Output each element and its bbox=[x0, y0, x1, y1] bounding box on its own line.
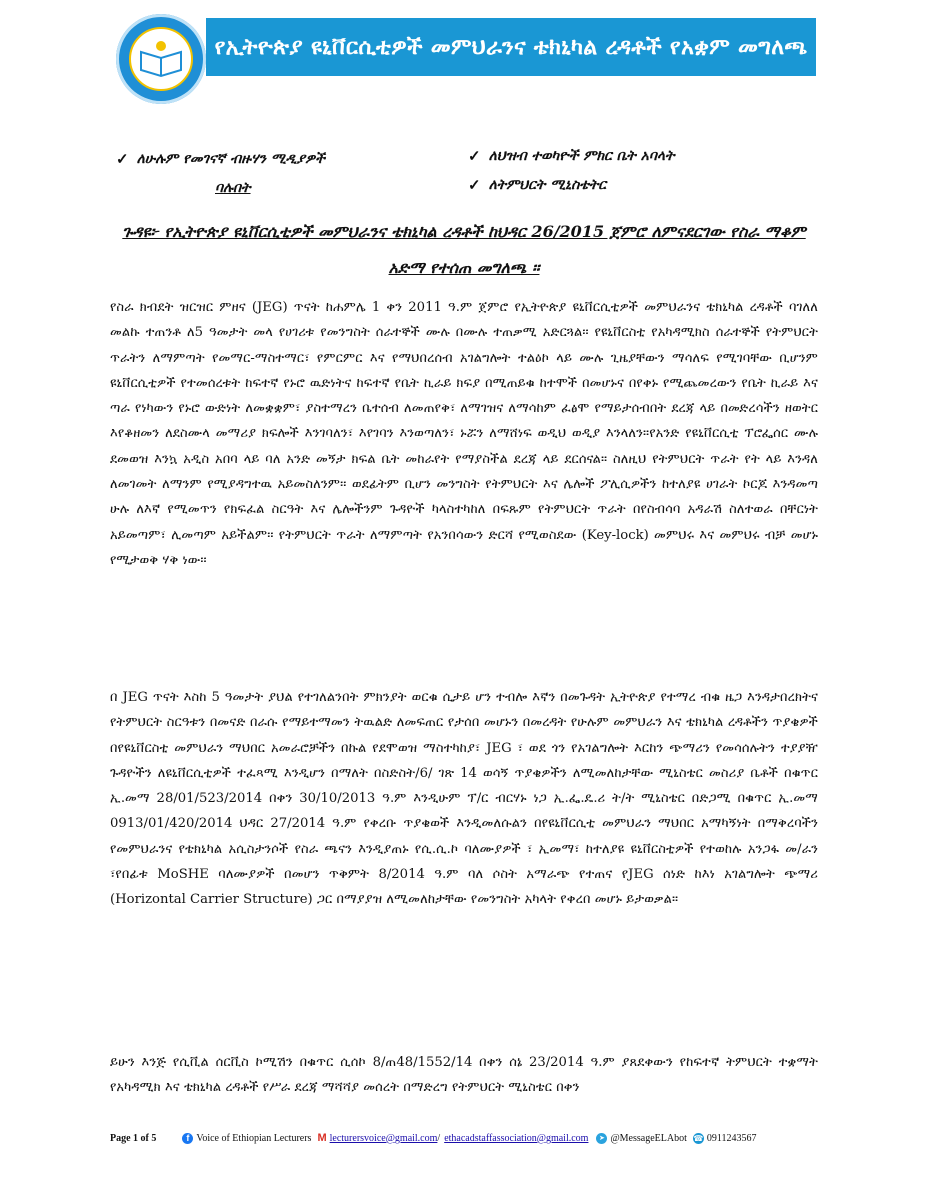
checkmark-icon: ✓ bbox=[468, 147, 481, 165]
book-icon bbox=[136, 36, 186, 82]
email-link-2[interactable]: ethacadstaffassociation@gmail.com bbox=[444, 1132, 589, 1144]
email-separator: / bbox=[437, 1132, 441, 1144]
subject-line: ጉዳዩ፦ የኢትዮጵያ ዩኒቨርሲቲዎች መምህራንና ቴክኒካል ረዳቶች ከህዳር 26/2015 ጀምሮ ለምናደርገው የስራ ማቆም አድማ የተሰጠ መግለጫ ። bbox=[122, 222, 806, 277]
header-banner bbox=[206, 18, 816, 76]
gmail-icon: M bbox=[317, 1132, 327, 1144]
phone-icon: ☎ bbox=[693, 1133, 704, 1143]
header-title: የኢትዮጵያ ዩኒቨርሲቲዎች መምህራንና ቴክኒካል ረዳቶች የአቋም መግለጫ bbox=[214, 34, 808, 60]
recipient-media bbox=[116, 150, 325, 168]
checkmark-icon: ✓ bbox=[116, 150, 129, 168]
recipient-media-cont: ባሉበት bbox=[215, 180, 251, 196]
checkmark-icon: ✓ bbox=[468, 176, 481, 194]
recipient-ministry bbox=[468, 176, 606, 194]
telegram-handle[interactable]: @MessageELAbot bbox=[610, 1132, 687, 1144]
body-paragraph-2: በ JEG ጥናት እስከ 5 ዓመታት ያህል የተገለልንበት ምክንያት ወርቁ ሲታይ ሆን ተብሎ እኛን በመጉዳት ኢትዮጵያ የተማረ ብቁ ዜጋ እንዳታበረክትና የትምህርት ስርዓቱን በመናድ በራሱ የማይተማመን ትዉልድ ለመፍጠር የታሰበ መሆኑን በመረዳት የሁሉም መምህራን እና ቴክኒካል ረዳቶችን ጥያቄዎች በየዩኒቨርስቲ መምህራን ማህበር አመራሮቻችን በኩል የደሞወዝ ማስተካከያ፣ JEG ፣ ወደ ጎን የአገልግሎት እርከን ጭማሪን የመሳሰሉትን ተያያዥ ጉዳዮችን ለዩኒቨርሲቲዎች ተፈጻሚ እንዲሆን በማለት በስድስት/6/ ገጽ 14 ወሳኝ ጥያቄዎችን ለሚመለከታቸው ሚኒስቴር መስሪያ ቤቶች በቁጥር ኢ.መማ 28/01/523/2014 በቀን 30/10/2013 ዓ.ም እንዲሁም ፕ/ር ብርሃኑ ነጋ ኢ.ፌ.ዴ.ሪ ት/ት ሚኒስቴር በድጋሚ በቁጥር ኢ.መማ 0913/01/420/2014 ህዳር 27/2014 ዓ.ም የቀረቡ ጥያቄወች እንዲመለሱልን በየዩኒቨርሲቲ መምህራን ማህበር አማካኝነት በማቅረባችን የመምህራንና የቴክኒካል አሲስታንሶች የስራ ጫናን እንዲያጠኑ የሲ.ሲ.ኮ ባለሙያዎች ፣ ኢመማ፣ ከተለያዩ ዩኒቨርስቲዎች የተወከሉ አንጋፋ መ/ራን ፣የበፊቱ MoSHE ባለሙያዎች በመሆን ጥቅምት 8/2014 ዓ.ም ባለ ሶስት አማራጭ የተጠና የJEG ሰነድ ከእነ አገልግሎት ጭማሪ (Horizontal Carrier Structure) ጋር በማያያዝ ለሚመለከታቸው የመንግስት አካላት የቀረበ መሆኑ ይታወቃል። bbox=[110, 690, 818, 908]
page-number: Page 1 of 5 bbox=[110, 1132, 157, 1144]
association-logo bbox=[116, 14, 206, 104]
phone-number[interactable]: 0911243567 bbox=[706, 1132, 757, 1144]
body-paragraph-1: የስራ ክብደት ዝርዝር ምዘና (JEG) ጥናት ከሐምሌ 1 ቀን 2011 ዓ.ም ጀምሮ የኢትዮጵያ ዩኒቨርሲቲዎች መምህራንና ቴክኒካል ረዳቶች ባገለለ መልኩ ተጠንቶ ለ5 ዓመታት መላ የሀገሪቱ የመንግስት ሰራተኞች ሙሉ በሙሉ ተጠቃሚ አድርጓል፡፡ የዩኒቨርስቲ የአካዳሚክስ ሰራተኞች የትምህርት ጥራትን ለማምጣት የመማር-ማስተማር፣ የምርምር እና የማህበረሰብ አገልግሎት ተልዕኮ ላይ ሙሉ ጊዜያቸውን ማሳለፍ የሚገባቸው ቢሆንም ዩኒቨርሲቲዎች የተመሰረቱት ከፍተኛ የኑሮ ዉድነትና ከፍተኛ የቤት ኪራይ ክፍያ በሚጠይቁ ከተሞች በመሆኑና በየቀኑ የሚጨመረውን የቤት ኪራይ እና ጣራ የነካውን የኑሮ ውድነት ለመቋቋም፣ ያስተማረን ቤተሰብ ለመጠየቅ፣ ለማገዝና ለማሳከም ፈፅሞ የማይታሰብበት ደረጃ ላይ በመድረሳችን ዘወትር እየቆዘመን ለደስሙላ መማሪያ ክፍሎች እንገባለን፣ እየገባን እንወጣለን፣ ኑሯን ለማሸነፍ ወዲህ ወዲያ እንላለን።የአንድ የዩኒቨርሲቲ ፕሮፌሰር ሙሉ ደመወዝ እንኳ አዲስ አበባ ላይ ባለ አንድ መኝታ ክፍል ቤት መከራየት የማያስችል ደረጃ ላይ ደርሰናል። ስለዚህ የትምህርት ጥራት የት ላይ እንዳለ ለመገመት ለማንም የሚያዳግተዉ አይመስለንም፡፡ ወደፊትም ቢሆን መንግስት የትምህርት እና ሌሎች ፖሊሲዎችን ከተለያዩ ሀገራት ኮርጆ እንዳመጣ ሁሉ ለእኛ የሚመጥን የክፍፈል ስርዓት እና ሌሎችንም ጉዳዮች ካላስተካከለ በፍጹም የትምህርት ጥራት በየስብሳባ አዳራሽ ስለተወራ በቸርነት አይመጣም፣ ሊመጣም አይችልም፡፡ የትምህርት ጥራት ለማምጣት የአንበሳውን ድርሻ የሚወስደው (Key-lock) መምህሩ እና መምህሩ ብቻ መሆኑ የሚታወቅ ሃቅ ነው፡፡ bbox=[110, 300, 818, 568]
recipient-ministry-label: ለትምህርት ሚኒስቴትር bbox=[488, 177, 607, 193]
page-footer bbox=[110, 1128, 820, 1148]
email-link-1[interactable]: lecturersvoice@gmail.com bbox=[329, 1132, 438, 1144]
body-paragraph-3: ይሁን እንጅ የሲቪል ሰርቪስ ኮሚሽን በቁጥር ሲሰኮ 8/ጠ48/1552/14 በቀን ሰኔ 23/2014 ዓ.ም ያጸደቀውን የከፍተኛ ትምህርት ተቋማት የአካዳሚክ እና ቴክኒካል ረዳቶች የሥራ ደረጃ ማሻሻያ መሰረት በማድረግ የትምህርት ሚኒስቴር በቀን bbox=[110, 1055, 818, 1096]
facebook-icon: f bbox=[182, 1133, 193, 1144]
recipient-media-label: ለሁሉም የመገናኛ ብዙሃን ሚዲያዎች bbox=[136, 151, 325, 167]
recipient-parliament bbox=[468, 147, 674, 165]
telegram-icon: ➤ bbox=[596, 1133, 607, 1144]
facebook-page[interactable]: Voice of Ethiopian Lecturers bbox=[196, 1132, 312, 1144]
recipient-parliament-label: ለህዝብ ተወካዮች ምክር ቤት አባላት bbox=[488, 148, 675, 164]
